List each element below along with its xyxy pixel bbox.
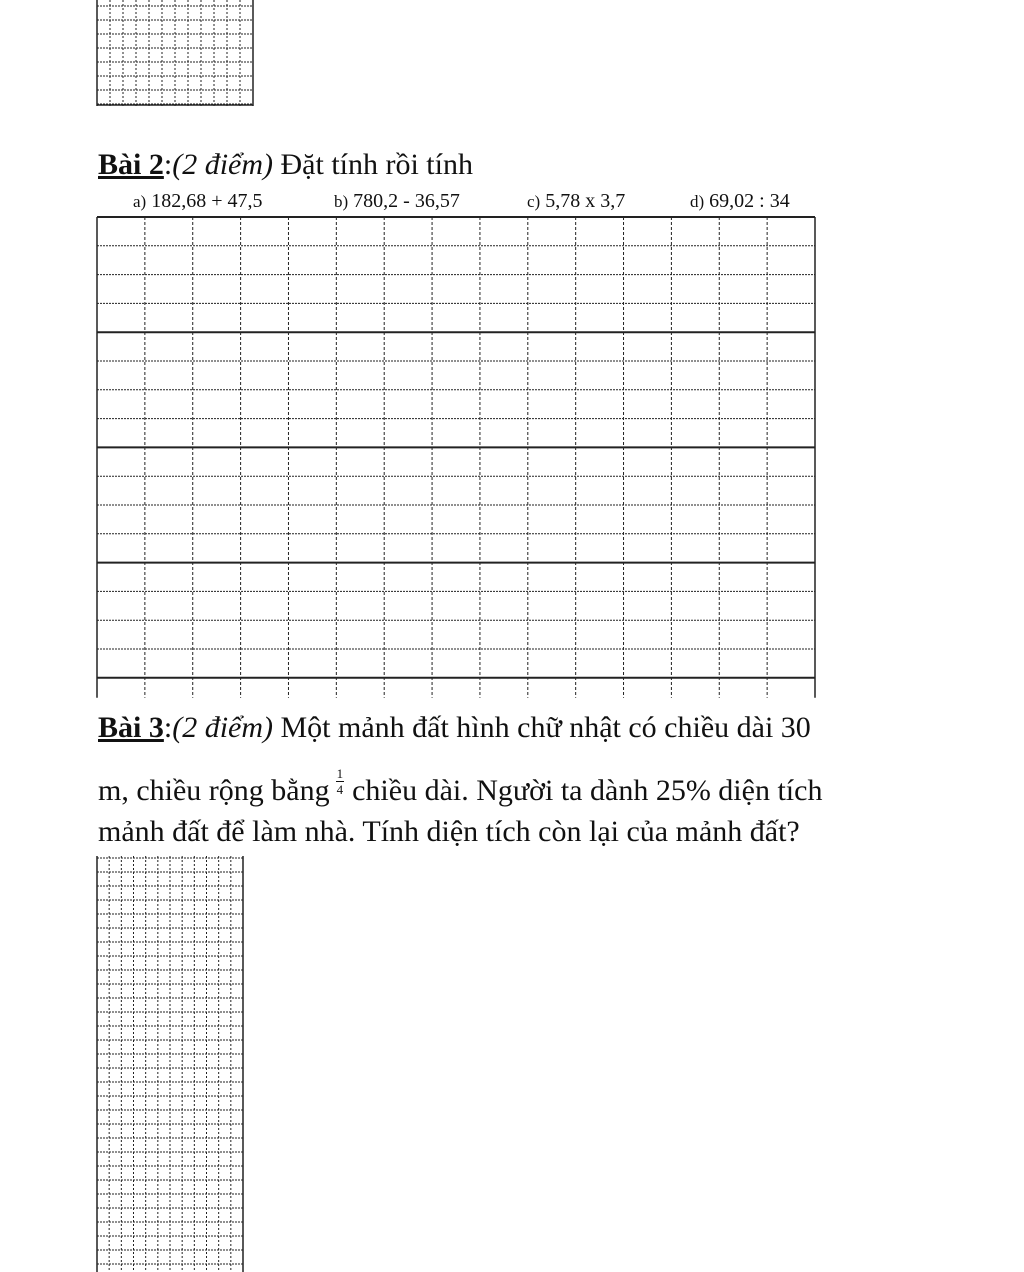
bai3-line3 xyxy=(98,815,800,849)
fraction-one-quarter xyxy=(336,766,345,797)
bai3-line2-after: chiều dài. Người ta dành 25% diện tích xyxy=(352,774,823,807)
problem-d-expression: 69,02 : 34 xyxy=(709,190,790,212)
fraction-denominator: 4 xyxy=(336,781,344,797)
bai3-label: Bài 3 xyxy=(98,711,164,744)
top-answer-grid xyxy=(97,0,257,108)
bai2-points: (2 điểm) xyxy=(172,148,273,181)
fraction-numerator: 1 xyxy=(336,765,344,781)
bai3-colon: : xyxy=(163,711,173,744)
bai2-problem-d xyxy=(690,190,790,213)
bai2-problem-b xyxy=(334,190,460,213)
problem-c-letter: c) xyxy=(527,192,541,211)
problem-d-letter: d) xyxy=(690,192,705,211)
bai2-problem-a xyxy=(133,190,263,213)
bai2-problem-c xyxy=(527,190,625,213)
bai2-instruction: Đặt tính rồi tính xyxy=(280,148,473,181)
problem-c-expression: 5,78 x 3,7 xyxy=(545,190,626,212)
problem-b-expression: 780,2 - 36,57 xyxy=(353,190,460,212)
bai3-line2-before: m, chiều rộng bằng xyxy=(98,774,330,807)
problem-a-expression: 182,68 + 47,5 xyxy=(151,190,263,212)
bai3-points: (2 điểm) xyxy=(172,711,273,744)
bai2-heading xyxy=(98,148,473,182)
bai3-line3-text: mảnh đất để làm nhà. Tính diện tích còn lại của mảnh đất? xyxy=(98,815,800,848)
bai2-answer-grid xyxy=(97,215,817,705)
problem-a-letter: a) xyxy=(133,192,147,211)
problem-b-letter: b) xyxy=(334,192,349,211)
bai3-answer-grid xyxy=(97,856,247,1272)
bai3-line1-text: Một mảnh đất hình chữ nhật có chiều dài 30 xyxy=(280,711,811,744)
bai3-line2 xyxy=(98,765,823,809)
bai3-line1 xyxy=(98,711,811,745)
bai2-colon: : xyxy=(163,148,173,181)
bai2-label: Bài 2 xyxy=(98,148,164,181)
